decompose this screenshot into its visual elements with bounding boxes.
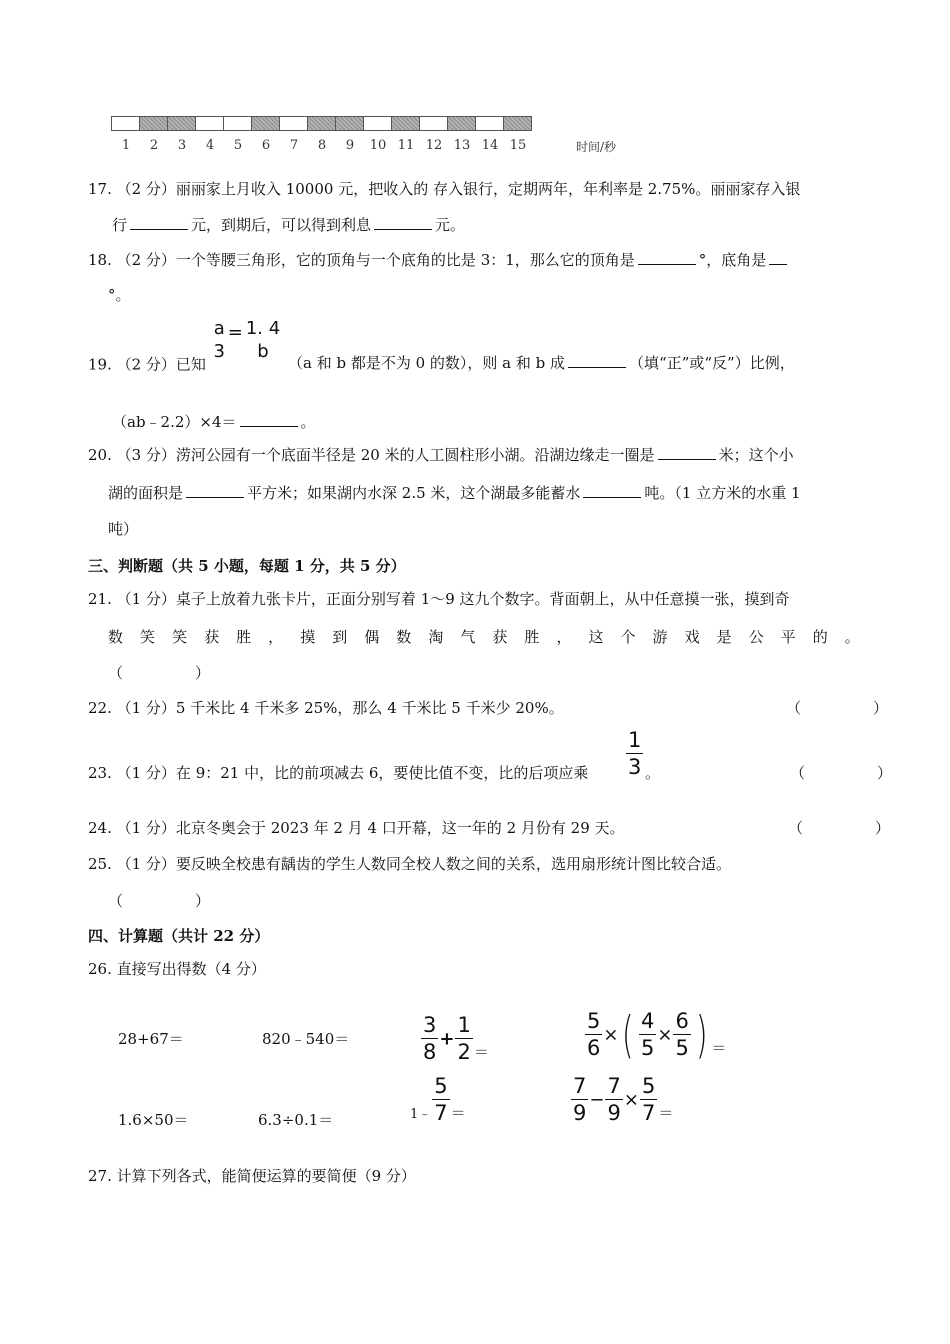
question-25: 25. （1 分）要反映全校患有龋齿的学生人数同全校人数之间的关系，选用扇形统计图比较合适。: [88, 855, 731, 873]
timeline-cell: [251, 116, 280, 131]
timeline-tick: 12: [425, 138, 443, 153]
answer-blank[interactable]: [130, 215, 188, 230]
expression: $\frac{5}{6}$ ×( $\frac{4}{5}$ × $\frac{6}{5}$ ) ＝: [587, 1006, 727, 1064]
timeline-cell: [195, 116, 224, 131]
timeline-bar: [112, 116, 532, 131]
expression: $\frac{7}{9}$ − $\frac{7}{9}$ × $\frac{5}{7}$ ＝: [573, 1074, 674, 1125]
timeline-cell: [167, 116, 196, 131]
question-18-line1: 18. （2 分）一个等腰三角形，它的顶角与一个底角的比是 3：1，那么它的顶角是 °，底角是: [88, 249, 790, 270]
expression: 28+67＝: [118, 1030, 184, 1048]
char: 淘: [428, 628, 444, 646]
timeline-cell: [111, 116, 140, 131]
expression: 6.3÷0.1＝: [258, 1111, 334, 1129]
timeline-tick: 11: [397, 138, 415, 153]
char: 获: [204, 628, 220, 646]
char: 笑: [172, 628, 188, 646]
answer-blank[interactable]: [583, 483, 641, 498]
period: 。: [645, 764, 661, 782]
question-20-line2: 湖的面积是 平方米；如果湖内水深 2.5 米，这个湖最多能蓄水 吨。（1 立方米的水重 1: [108, 484, 801, 502]
timeline-cell: [223, 116, 252, 131]
expression: 1﹣ $\frac{5}{7}$ ＝: [410, 1074, 466, 1125]
timeline-tick: 10: [369, 138, 387, 153]
timeline-cell: [391, 116, 420, 131]
timeline-cell: [419, 116, 448, 131]
question-24: 24. （1 分）北京冬奥会于 2023 年 2 月 4 口开幕，这一年的 2 月份有 29 天。: [88, 819, 625, 837]
timeline-cell: [139, 116, 168, 131]
answer-paren[interactable]: （ ）: [788, 819, 905, 837]
fraction: $\frac{1}{3}$: [628, 728, 642, 779]
question-19-line1: 19. （2 分）已知 a 3 = 1. 4 b （a 和 b 都是不为 0 的数），则 a 和 b 成 （填“正”或“反”）比例，: [88, 318, 795, 374]
expression: 820﹣540＝: [262, 1030, 350, 1048]
char: ，: [268, 628, 284, 646]
char: 是: [716, 628, 732, 646]
timeline-tick: 7: [289, 138, 299, 153]
section-3-heading: 三、判断题（共 5 小题，每题 1 分，共 5 分）: [88, 557, 406, 575]
char: 的: [812, 628, 828, 646]
char: 获: [492, 628, 508, 646]
char: 平: [780, 628, 796, 646]
timeline-unit: 时间/秒: [576, 140, 617, 154]
timeline-tick: 8: [317, 138, 327, 153]
answer-blank[interactable]: [658, 445, 716, 460]
question-26-title: 26. 直接写出得数（4 分）: [88, 960, 266, 978]
char: 到: [332, 628, 348, 646]
timeline-tick: 13: [453, 138, 471, 153]
char: 戏: [684, 628, 700, 646]
answer-blank[interactable]: [374, 215, 432, 230]
timeline-tick: 1: [121, 138, 131, 153]
char: 数: [396, 628, 412, 646]
timeline-tick: 4: [205, 138, 215, 153]
char: ，: [556, 628, 572, 646]
timeline-tick: 2: [149, 138, 159, 153]
char: 游: [652, 628, 668, 646]
answer-paren[interactable]: （ ）: [786, 699, 903, 717]
timeline-tick: 3: [177, 138, 187, 153]
question-19-line2: （ab﹣2.2）×4＝ 。: [112, 413, 316, 431]
char: 笑: [140, 628, 156, 646]
answer-blank[interactable]: [186, 483, 244, 498]
char: 这: [588, 628, 604, 646]
timeline-cell: [363, 116, 392, 131]
timeline-tick: 14: [481, 138, 499, 153]
question-22: 22. （1 分）5 千米比 4 千米多 25%，那么 4 千米比 5 千米少 20%。: [88, 699, 564, 717]
timeline-cell: [503, 116, 532, 131]
question-21-line1: 21. （1 分）桌子上放着九张卡片，正面分别写着 1～9 这九个数字。背面朝上，从中任意摸一张，摸到奇: [88, 590, 790, 608]
timeline-tick: 15: [509, 138, 527, 153]
timeline-tick: 6: [261, 138, 271, 153]
answer-blank[interactable]: [638, 250, 696, 265]
question-27: 27. 计算下列各式，能简便运算的要简便（9 分）: [88, 1167, 416, 1185]
timeline-cell: [335, 116, 364, 131]
char: 公: [748, 628, 764, 646]
question-17-line1: 17. （2 分）丽丽家上月收入 10000 元，把收入的 存入银行，定期两年，年利率是 2.75%。丽丽家存入银: [88, 180, 801, 198]
answer-blank[interactable]: [240, 412, 298, 427]
char: 胜: [236, 628, 252, 646]
timeline-cell: [279, 116, 308, 131]
answer-paren[interactable]: （ ）: [108, 892, 225, 910]
char: 摸: [300, 628, 316, 646]
timeline-cell: [475, 116, 504, 131]
char: 胜: [524, 628, 540, 646]
question-20-line3: 吨）: [108, 520, 139, 538]
answer-blank[interactable]: [769, 250, 787, 265]
char: 偶: [364, 628, 380, 646]
char: 个: [620, 628, 636, 646]
question-21-line2: [108, 626, 860, 647]
answer-paren[interactable]: （ ）: [108, 664, 225, 682]
fraction: a 3: [213, 318, 225, 362]
timeline-tick: 9: [345, 138, 355, 153]
timeline-tick: 5: [233, 138, 243, 153]
timeline-cell: [307, 116, 336, 131]
char: 。: [844, 628, 860, 646]
question-23: 23. （1 分）在 9：21 中，比的前项减去 6，要使比值不变，比的后项应乘: [88, 764, 589, 782]
question-17-line2: 行 元，到期后，可以得到利息 元。: [112, 216, 466, 234]
expression: 1.6×50＝: [118, 1111, 189, 1129]
fraction: 1. 4 b: [245, 318, 281, 362]
section-4-heading: 四、计算题（共计 22 分）: [88, 927, 270, 945]
answer-blank[interactable]: [568, 353, 626, 368]
expression: $\frac{3}{8}$ + $\frac{1}{2}$ ＝: [423, 1013, 489, 1064]
char: 数: [108, 628, 124, 646]
question-20-line1: 20. （3 分）涝河公园有一个底面半径是 20 米的人工圆柱形小湖。沿湖边缘走一圈是 米；这个小: [88, 446, 794, 464]
question-18-line2: °。: [108, 286, 131, 304]
char: 气: [460, 628, 476, 646]
answer-paren[interactable]: （ ）: [790, 764, 907, 782]
timeline-cell: [447, 116, 476, 131]
